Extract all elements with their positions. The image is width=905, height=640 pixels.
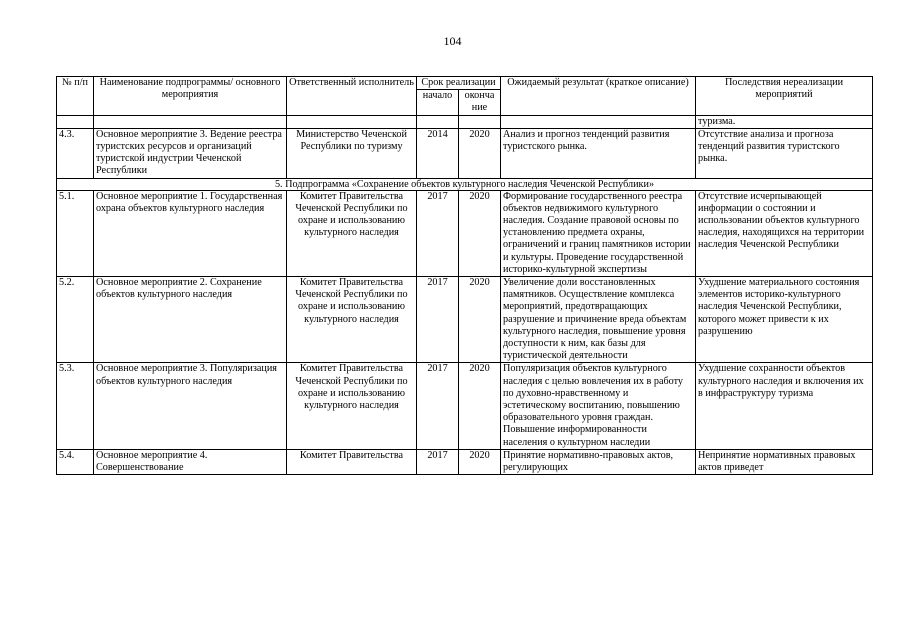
- row-end: 2020: [459, 449, 501, 474]
- row-consequences: Отсутствие анализа и прогноза тенденций развития туристского рынка.: [696, 128, 873, 178]
- row-result: Популяризация объектов культурного наследия с целью вовлечения их в работу по духовно-нравственному и эстетическому воспитанию, повышению образовательного уровня граждан. Повышение информированности населения о культурном наследии: [501, 363, 696, 449]
- table-row-carryover: [57, 115, 873, 128]
- row-end: 2020: [459, 277, 501, 363]
- row-responsible: Комитет Правительства Чеченской Республики по охране и использованию культурного наследия: [287, 363, 417, 449]
- row-number: 4.3.: [57, 128, 94, 178]
- table-header-row: [57, 77, 873, 90]
- header-num: № п/п: [57, 77, 94, 116]
- row-name: Основное мероприятие 2. Сохранение объектов культурного наследия: [94, 277, 287, 363]
- section-row: [57, 178, 873, 190]
- row-responsible: Комитет Правительства Чеченской Республики по охране и использованию культурного наследия: [287, 277, 417, 363]
- header-responsible: Ответственный исполнитель: [287, 77, 417, 116]
- header-result: Ожидаемый результат (краткое описание): [501, 77, 696, 116]
- row-consequences: Ухудшение сохранности объектов культурного наследия и включения их в инфраструктуру туризма: [696, 363, 873, 449]
- row-consequences: Непринятие нормативных правовых актов приведет: [696, 449, 873, 474]
- row-name: Основное мероприятие 3. Ведение реестра туристских ресурсов и организаций туристской индустрии Чеченской Республики: [94, 128, 287, 178]
- row-start: 2017: [417, 363, 459, 449]
- row-number: 5.3.: [57, 363, 94, 449]
- table-row: [57, 128, 873, 178]
- row-number: 5.2.: [57, 277, 94, 363]
- table-row: [57, 190, 873, 276]
- page-number: 104: [443, 34, 462, 48]
- row-result: Увеличение доли восстановленных памятников. Осуществление комплекса мероприятий, предотвращающих разрушение и причинение вреда объектам культурного наследия, повышение уровня доступности к ним, как базы для туристической деятельности: [501, 277, 696, 363]
- row-consequences: Отсутствие исчерпывающей информации о состоянии и использовании объектов культурного наследия, находящихся на территории наследия Чеченской Республики: [696, 190, 873, 276]
- row-end: 2020: [459, 190, 501, 276]
- table-row: [57, 449, 873, 474]
- row-result: Анализ и прогноз тенденций развития туристского рынка.: [501, 128, 696, 178]
- row-responsible: Комитет Правительства Чеченской Республики по охране и использованию культурного наследия: [287, 190, 417, 276]
- row-end: 2020: [459, 363, 501, 449]
- row-start: 2017: [417, 277, 459, 363]
- row-start: 2017: [417, 449, 459, 474]
- header-start: начало: [417, 90, 459, 115]
- row-result: Принятие нормативно-правовых актов, регулирующих: [501, 449, 696, 474]
- program-table: [56, 76, 873, 475]
- table-row: [57, 363, 873, 449]
- row-end: 2020: [459, 128, 501, 178]
- row-consequences: Ухудшение материального состояния элементов историко-культурного наследия Чеченской Республики, которого может привести к их разрушению: [696, 277, 873, 363]
- carryover-consequences: туризма.: [696, 115, 873, 128]
- row-responsible: Министерство Чеченской Республики по туризму: [287, 128, 417, 178]
- row-start: 2017: [417, 190, 459, 276]
- row-name: Основное мероприятие 1. Государственная охрана объектов культурного наследия: [94, 190, 287, 276]
- header-name: Наименование подпрограммы/ основного мероприятия: [94, 77, 287, 116]
- header-end: оконча ние: [459, 90, 501, 115]
- header-consequences: Последствия нереализации мероприятий: [696, 77, 873, 116]
- row-result: Формирование государственного реестра объектов недвижимого культурного наследия. Создание правовой основы по установлению предмета охраны, ограничений и границ памятников истории и культуры. Проведение государственной историко-культурной экспертизы: [501, 190, 696, 276]
- row-name: Основное мероприятие 4. Совершенствование: [94, 449, 287, 474]
- header-period: Срок реализации: [417, 77, 501, 90]
- row-start: 2014: [417, 128, 459, 178]
- row-number: 5.4.: [57, 449, 94, 474]
- section-title: 5. Подпрограмма «Сохранение объектов культурного наследия Чеченской Республики»: [57, 178, 873, 190]
- table-row: [57, 277, 873, 363]
- row-name: Основное мероприятие 3. Популяризация объектов культурного наследия: [94, 363, 287, 449]
- row-number: 5.1.: [57, 190, 94, 276]
- row-responsible: Комитет Правительства: [287, 449, 417, 474]
